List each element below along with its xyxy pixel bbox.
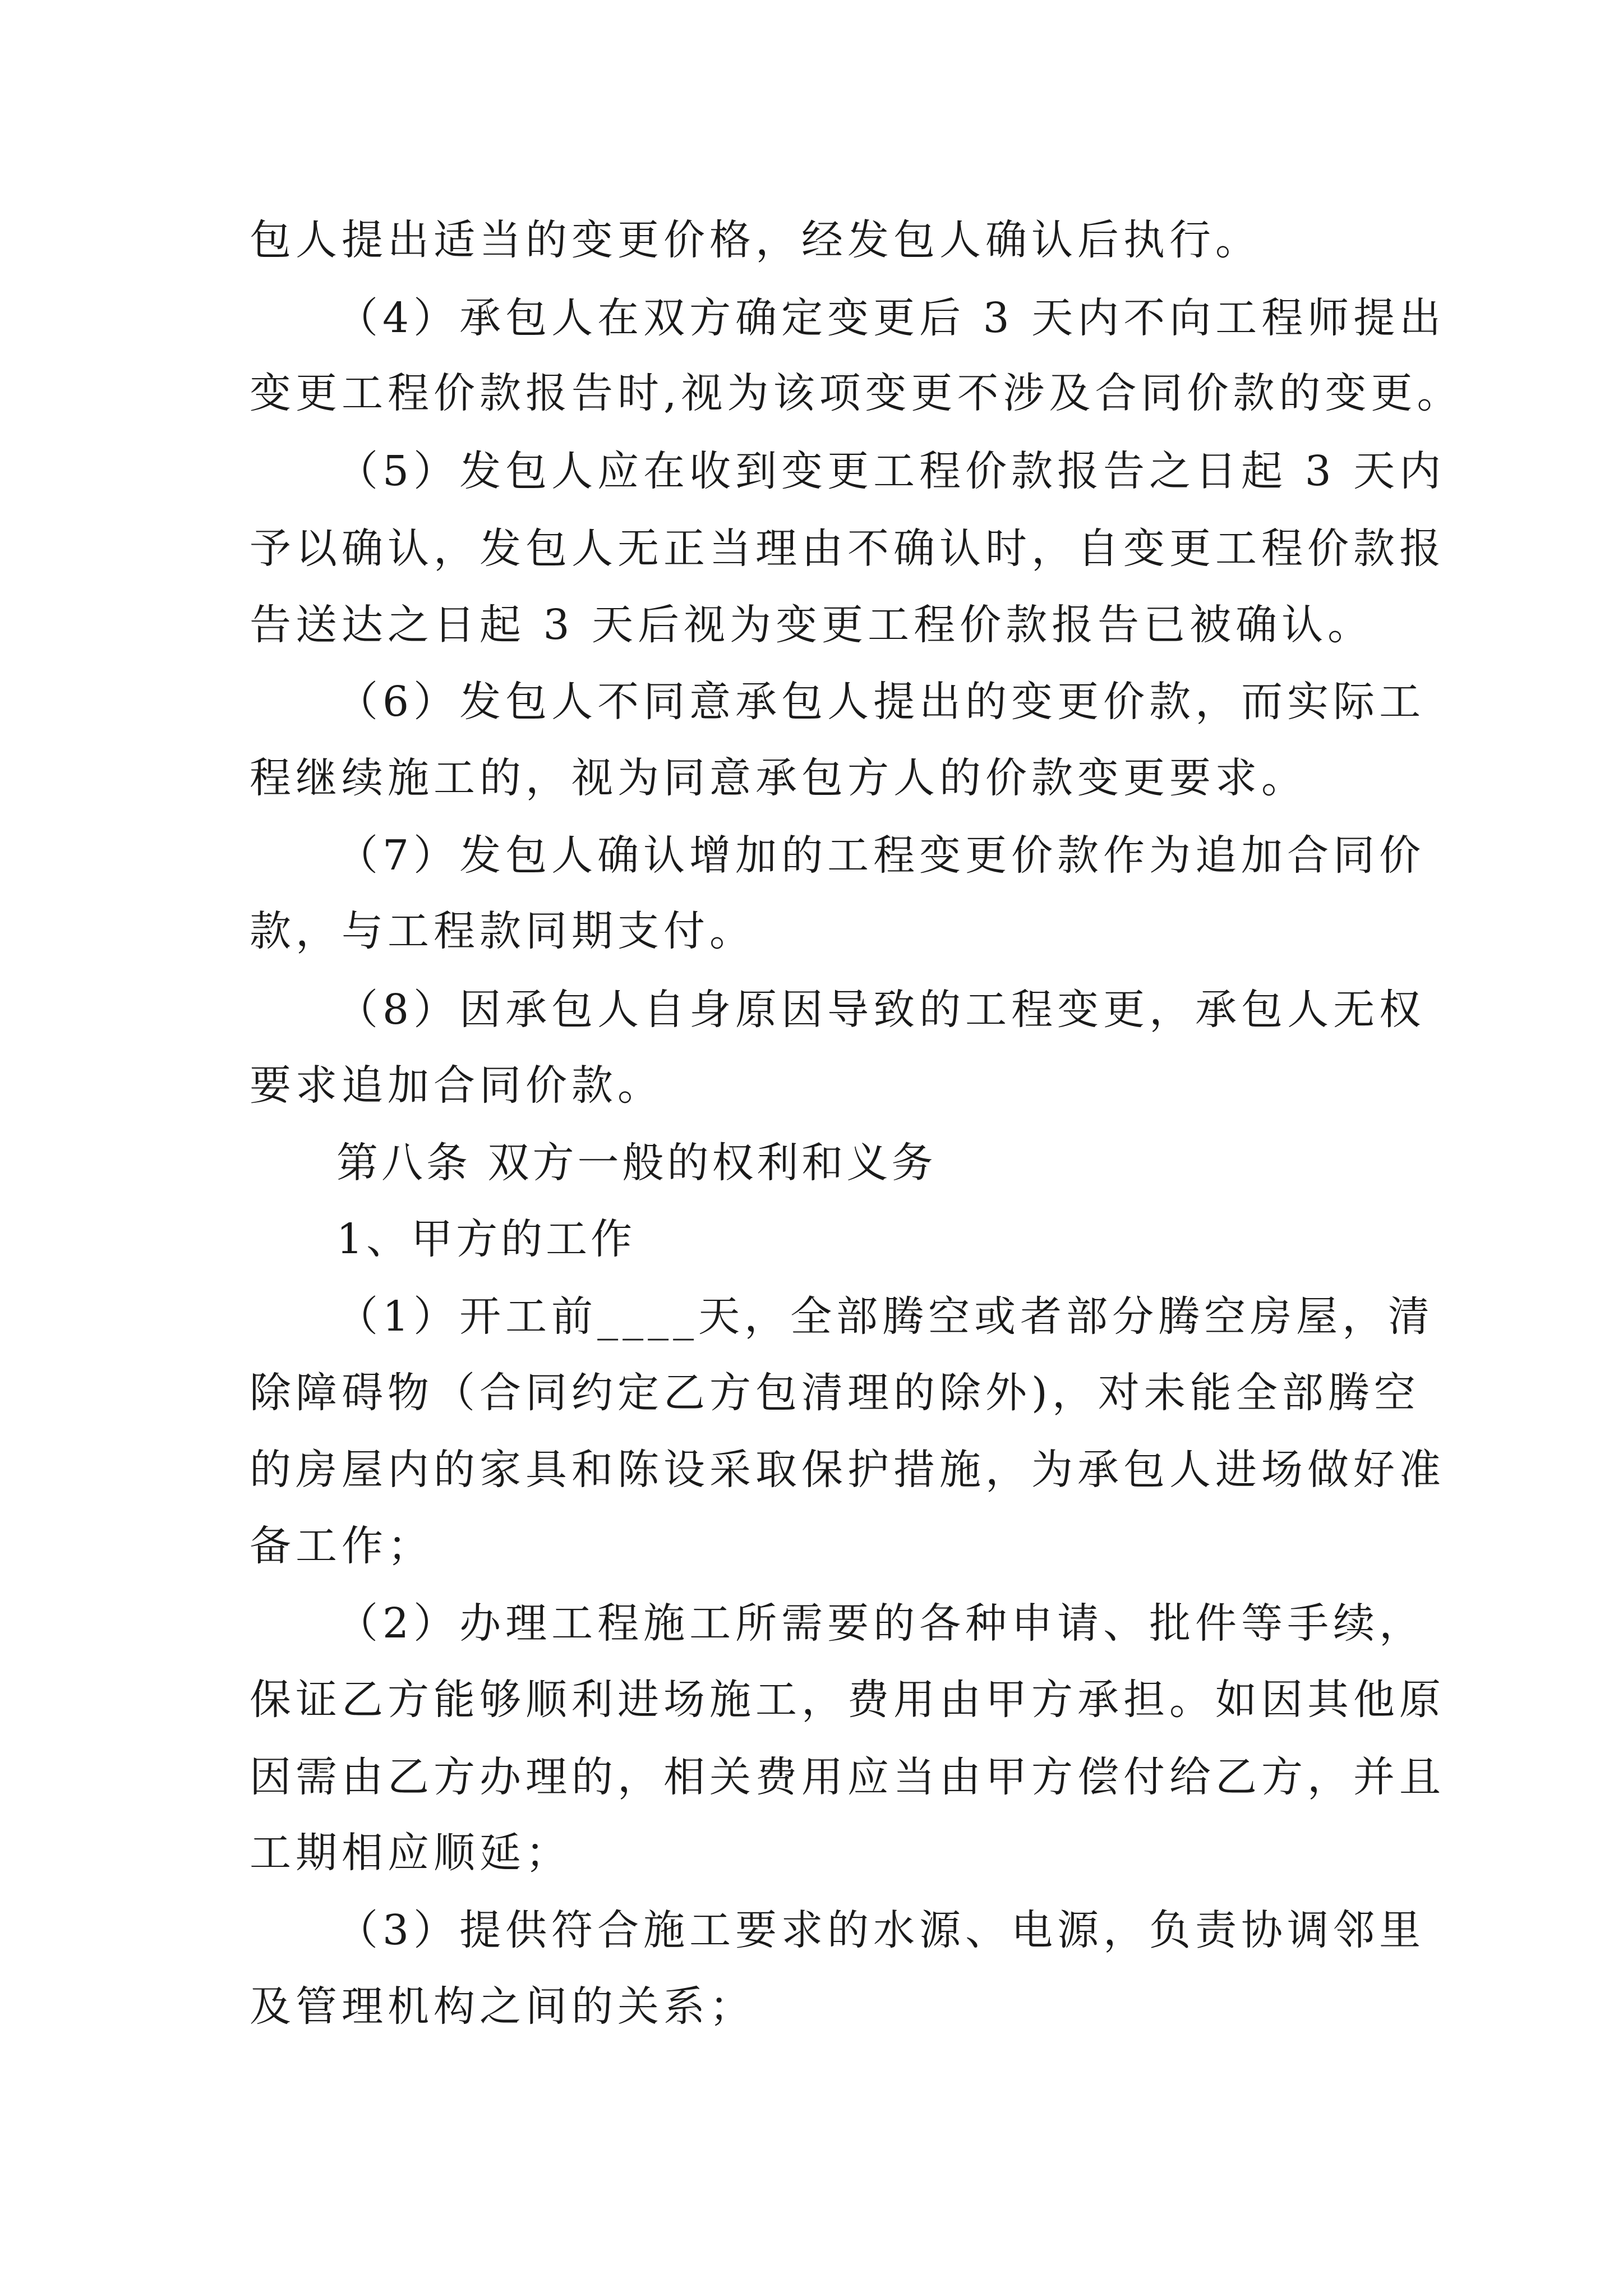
text-line-22: 工期相应顺延； [250,1829,571,1877]
text-line-21: 因需由乙方办理的，相关费用应当由甲方偿付给乙方，并且 [250,1753,1445,1801]
text-line-9: （7）发包人确认增加的工程变更价款作为追加合同价 [336,831,1426,880]
text-line-20: 保证乙方能够顺利进场施工，费用由甲方承担。如因其他原 [250,1676,1445,1724]
text-line-24: 及管理机构之间的关系； [250,1982,755,2031]
text-line-18: 备工作； [250,1522,434,1570]
text-line-6: 告送达之日起 3 天后视为变更工程价款报告已被确认。 [250,601,1374,649]
text-line-8: 程继续施工的，视为同意承包方人的价款变更要求。 [250,754,1307,802]
text-line-5: 予以确认，发包人无正当理由不确认时，自变更工程价款报 [250,524,1445,573]
section-heading: 第八条 双方一般的权利和义务 [336,1139,937,1187]
text-line-10: 款，与工程款同期支付。 [250,907,755,955]
text-line-15: （1）开工前____天，全部腾空或者部分腾空房屋，清 [336,1292,1435,1341]
text-line-23: （3）提供符合施工要求的水源、电源，负责协调邻里 [336,1906,1426,1954]
text-line-7: （6）发包人不同意承包人提出的变更价款，而实际工 [336,678,1426,726]
text-line-1: 包人提出适当的变更价格，经发包人确认后执行。 [250,216,1261,264]
text-line-19: （2）办理工程施工所需要的各种申请、批件等手续， [336,1599,1426,1648]
subsection-heading: 1、甲方的工作 [336,1215,636,1263]
text-line-12: 要求追加合同价款。 [250,1061,663,1110]
text-line-4: （5）发包人应在收到变更工程价款报告之日起 3 天内 [336,447,1446,495]
text-line-3: 变更工程价款报告时,视为该项变更不涉及合同价款的变更。 [250,369,1463,417]
text-line-2: （4）承包人在双方确定变更后 3 天内不向工程师提出 [336,294,1446,342]
text-line-11: （8）因承包人自身原因导致的工程变更，承包人无权 [336,986,1426,1034]
text-line-17: 的房屋内的家具和陈设采取保护措施，为承包人进场做好准 [250,1446,1445,1494]
text-line-16: 除障碍物（合同约定乙方包清理的除外)，对未能全部腾空 [250,1369,1420,1417]
